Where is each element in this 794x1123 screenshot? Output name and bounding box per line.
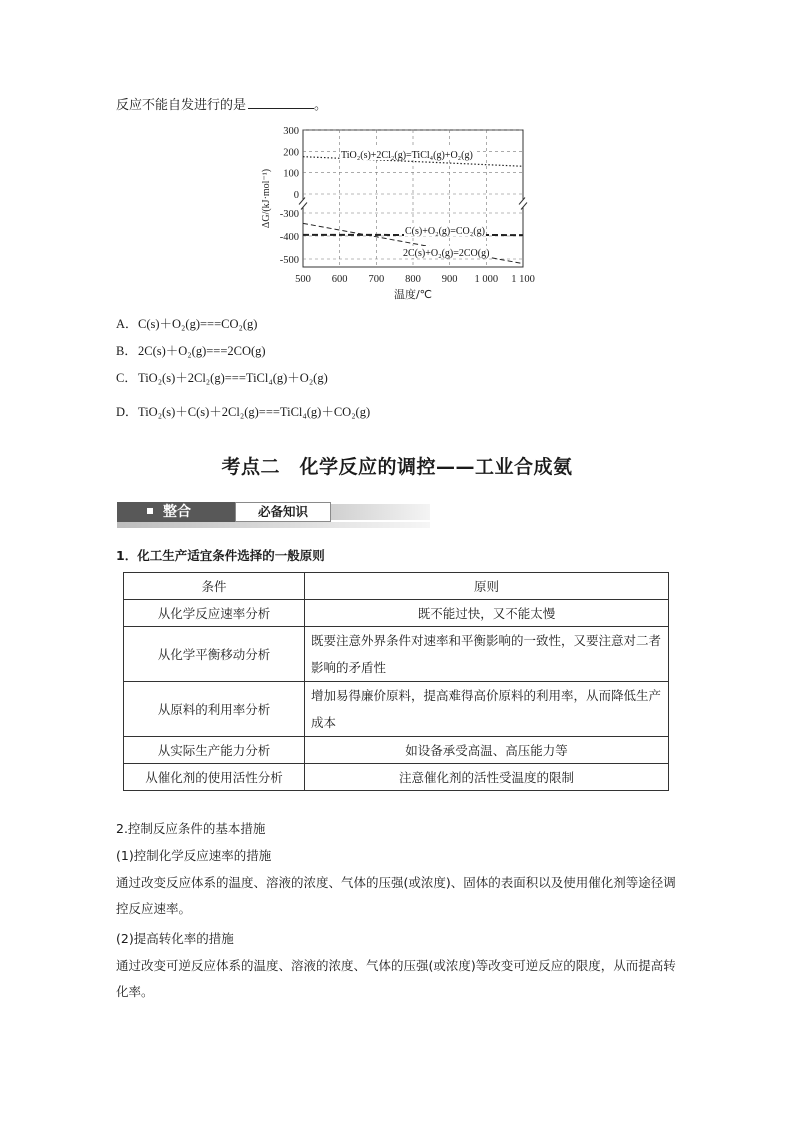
answer-blank (248, 96, 314, 109)
sub2-title: (2)提高转化率的措施 (116, 931, 234, 946)
y-tick-label: 300 (283, 126, 299, 137)
option-c (116, 370, 328, 386)
table-header-principle: 原则 (305, 573, 669, 600)
y-tick-label: -500 (279, 255, 299, 266)
x-tick-label: 500 (295, 274, 311, 285)
y-tick-label: -300 (279, 209, 299, 220)
y-tick-label: 200 (283, 147, 299, 159)
sub1-text: 通过改变反应体系的温度、溶液的浓度、气体的压强(或浓度)、固体的表面积以及使用催化剂等途径调控反应速率。 (116, 875, 676, 916)
banner-main-label: 整合 (163, 504, 191, 520)
sub1-title: (1)控制化学反应速率的措施 (116, 848, 272, 863)
table-cell-principle: 既要注意外界条件对速率和平衡影响的一致性，又要注意对二者影响的矛盾性 (305, 627, 669, 682)
x-tick-label: 800 (405, 274, 421, 285)
option-a-label: A． (116, 317, 138, 331)
x-axis-label: 温度/℃ (393, 288, 433, 301)
x-tick-label: 600 (331, 274, 348, 285)
y-tick-label: -400 (279, 232, 299, 243)
series-label-1: TiO₂(s)+2Cl₂(g)=TiCl₄(g)+O₂(g) (341, 150, 473, 161)
table-cell-principle: 增加易得廉价原料，提高难得高价原料的利用率，从而降低生产成本 (305, 682, 669, 737)
option-a (116, 316, 257, 332)
y-tick-label: 100 (283, 168, 299, 180)
banner-main (117, 502, 235, 522)
x-tick-label: 1 100 (511, 274, 535, 285)
option-a-text: C(s)＋O₂(g)===CO₂(g) (138, 317, 258, 331)
table-row (124, 737, 669, 764)
banner-sub: 必备知识 (235, 502, 331, 522)
x-tick-label: 1 000 (474, 274, 499, 285)
option-d (116, 404, 370, 420)
series-label-2: C(s)+O₂(g)=CO₂(g) (405, 226, 485, 237)
option-d-label: D． (116, 405, 138, 419)
table-row (124, 764, 669, 791)
banner-underline (117, 522, 430, 528)
delta-g-chart (255, 122, 545, 302)
heading-1: 1．化工生产适宜条件选择的一般原则 (116, 548, 325, 563)
table-cell-condition: 从催化剂的使用活性分析 (124, 764, 305, 791)
x-tick-label: 900 (441, 274, 458, 285)
sub2-text: 通过改变可逆反应体系的温度、溶液的浓度、气体的压强(或浓度)等改变可逆反应的限度，从而提高转化率。 (116, 958, 676, 999)
option-b-text: 2C(s)＋O₂(g)===2CO(g) (138, 344, 266, 358)
table-row (124, 627, 669, 682)
option-b (116, 343, 266, 359)
table-cell-condition: 从原料的利用率分析 (124, 682, 305, 737)
option-c-label: C． (116, 371, 137, 385)
table-cell-principle: 注意催化剂的活性受温度的限制 (305, 764, 669, 791)
table-cell-principle: 既不能过快，又不能太慢 (305, 600, 669, 627)
y-tick-label: 0 (293, 190, 299, 201)
x-tick-label: 700 (368, 274, 385, 285)
chart-svg (255, 122, 545, 302)
square-icon (147, 508, 153, 514)
series-label-3: 2C(s)+O₂(g)=2CO(g) (403, 248, 490, 259)
question-stem-text: 反应不能自发进行的是 (116, 98, 247, 113)
table-cell-condition: 从化学反应速率分析 (124, 600, 305, 627)
table-header-condition: 条件 (124, 573, 305, 600)
table-cell-principle: 如设备承受高温、高压能力等 (305, 737, 669, 764)
option-b-label: B． (116, 344, 137, 358)
banner-strip (331, 504, 430, 520)
table-cell-condition: 从实际生产能力分析 (124, 737, 305, 764)
section-banner (117, 502, 430, 528)
option-d-text: TiO₂(s)＋C(s)＋2Cl₂(g)===TiCl₄(g)＋CO₂(g) (138, 405, 371, 419)
option-c-text: TiO₂(s)＋2Cl₂(g)===TiCl₄(g)＋O₂(g) (138, 371, 328, 385)
question-end: 。 (314, 98, 328, 113)
heading-2: 2.控制反应条件的基本措施 (116, 821, 266, 836)
table-row (124, 600, 669, 627)
table-header-row (124, 573, 669, 600)
question-stem (116, 96, 327, 114)
principles-table (123, 572, 669, 791)
table-cell-condition: 从化学平衡移动分析 (124, 627, 305, 682)
table-row (124, 682, 669, 737)
section-title: 考点二 化学反应的调控——工业合成氨 (221, 456, 573, 478)
y-axis-label: ΔG/(kJ·mol⁻¹) (261, 168, 272, 229)
